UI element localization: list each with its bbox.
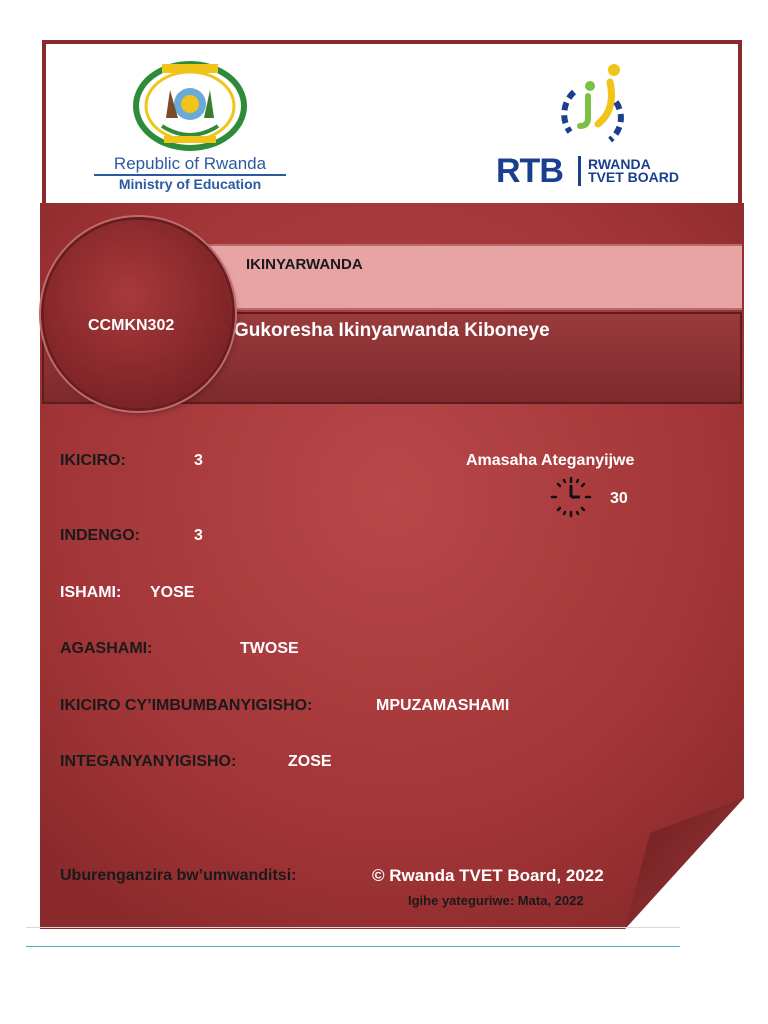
imbumbanyigisho-label: IKICIRO CY’IMBUMBANYIGISHO:: [60, 697, 313, 714]
rtb-name-line1: RWANDA: [588, 156, 651, 172]
ministry-line2: Ministry of Education: [94, 174, 286, 193]
ministry-name: [94, 154, 286, 193]
subject-band: [200, 244, 742, 310]
ishami-label: ISHAMI:: [60, 584, 122, 601]
hours-value: 30: [610, 490, 628, 507]
module-title: Gukoresha Ikinyarwanda Kiboneye: [234, 320, 550, 341]
rtb-divider: [578, 156, 581, 186]
rtb-gear-logo-icon: [552, 62, 632, 146]
indengo-label: INDENGO:: [60, 527, 140, 544]
ishami-value: YOSE: [150, 584, 195, 601]
clock-icon: [548, 476, 594, 518]
ikiciro-value: 3: [194, 452, 203, 469]
agashami-label: AGASHAMI:: [60, 640, 153, 657]
rwanda-coat-of-arms-icon: [132, 60, 248, 152]
prepared-date: Igihe yateguriwe: Mata, 2022: [408, 893, 584, 908]
imbumbanyigisho-value: MPUZAMASHAMI: [376, 697, 510, 714]
rtb-abbrev: RTB: [496, 152, 563, 190]
copyright-value: © Rwanda TVET Board, 2022: [372, 866, 604, 885]
agashami-value: TWOSE: [240, 640, 299, 657]
page-divider-blue: [26, 946, 680, 947]
ikiciro-label: IKICIRO:: [60, 452, 126, 469]
module-subject: IKINYARWANDA: [246, 256, 363, 273]
indengo-value: 3: [194, 527, 203, 544]
hours-label: Amasaha Ateganyijwe: [466, 452, 635, 469]
rtb-name: [588, 158, 679, 184]
integanyanyigisho-label: INTEGANYANYIGISHO:: [60, 753, 237, 770]
module-code: CCMKN302: [88, 317, 175, 334]
integanyanyigisho-value: ZOSE: [288, 753, 332, 770]
copyright-label: Uburenganzira bw’umwanditsi:: [60, 867, 297, 884]
rtb-name-line2: TVET BOARD: [588, 169, 679, 185]
page-divider-gray: [26, 927, 680, 928]
module-code-circle: [44, 220, 232, 408]
ministry-line1: Republic of Rwanda: [113, 154, 267, 173]
